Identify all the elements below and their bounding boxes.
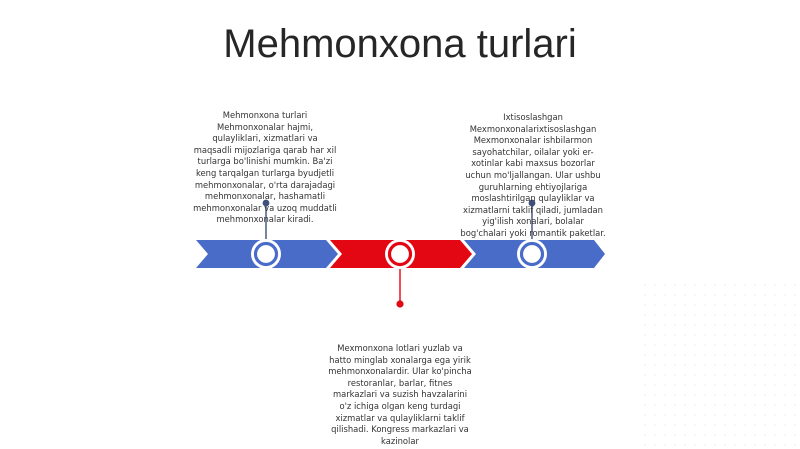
slide-title: Mehmonxona turlari: [223, 22, 577, 66]
step-3-description: Mexmonxonalarixtisoslashgan Mexmonxonalar ishbilarmon sayohatchilar, oilalar yoki er-xotinlar kabi maxsus bozorlar uchun mo'ljallangan. Ular ushbu guruhlarning ehtiyojlariga moslashtirilgan qulayliklar va xizmatlarni taklif qiladi, jumladan yig'ilish xonalari, bolalar bog'chalari yoki romantik paketlar.: [460, 123, 606, 238]
step-1-description: Mehmonxonalar hajmi, qulayliklari, xizmatlari va maqsadli mijozlariga qarab har xil turlarga bo'linishi mumkin. Ba'zi keng tarqalgan turlarga byudjetli mehmonxonalar, o'rta darajadagi mehmonxonalar, hashamatli mehmonxonalar va uzoq muddatli mehmonxonalar kiradi.: [193, 121, 337, 225]
step-ring-1-inner: [256, 244, 277, 265]
step-2-text: [326, 343, 474, 447]
connector-dot-2: [396, 300, 403, 307]
step-3-text: [460, 112, 606, 240]
step-2-description: Mexmonxona lotlari yuzlab va hatto minglab xonalarga ega yirik mehmonxonalardir. Ular ko'pincha restoranlar, barlar, fitnes markazlari va suzish havzalarini o'z ichiga olgan keng turdagi xizmatlar va qulayliklarni taklif qilishadi. Kongress markazlari va kazinolar: [328, 343, 472, 446]
step-ring-3-inner: [522, 244, 543, 265]
step-ring-2-inner: [390, 244, 411, 265]
step-3-title: Ixtisoslashgan: [503, 112, 563, 122]
step-1-text: [193, 110, 337, 226]
step-1-title: Mehmonxona turlari: [222, 110, 308, 120]
